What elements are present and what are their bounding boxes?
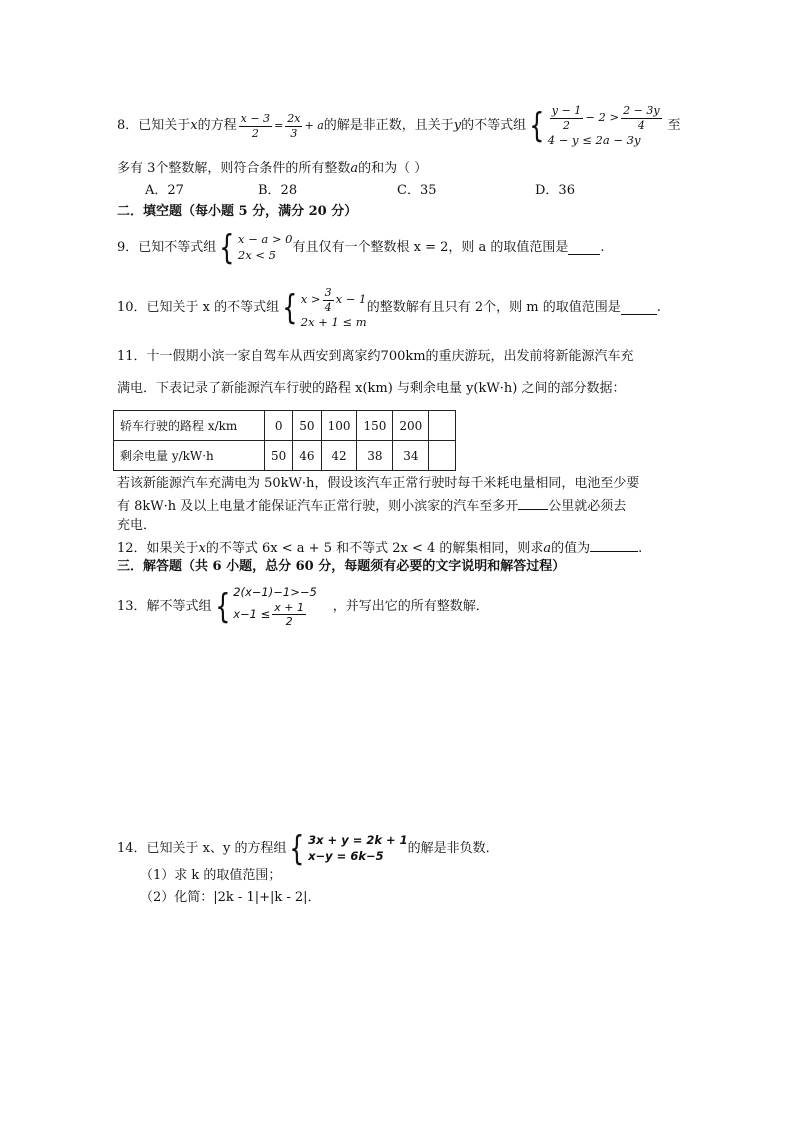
q8-option-c: C．35 bbox=[397, 183, 437, 198]
q14-equation-system: { 3x + y = 2k + 1 x−y = 6k−5 bbox=[289, 829, 408, 869]
q11-data-table bbox=[113, 410, 456, 471]
q8-equation-frac1: $\frac{x - 3}{2}$ bbox=[240, 111, 271, 140]
left-brace-icon: { bbox=[214, 587, 230, 627]
q10-answer-blank[interactable] bbox=[621, 302, 657, 315]
q8-option-b: B．28 bbox=[258, 183, 298, 198]
q8-equation-frac2: $\frac{2x}{3}$ bbox=[287, 111, 301, 140]
q8-var-y: y bbox=[453, 118, 462, 134]
q11-answer-blank[interactable] bbox=[518, 497, 548, 510]
table-header-cell: 剩余电量 y/kW·h bbox=[114, 441, 265, 471]
q8-text-b: 的方程 bbox=[197, 118, 237, 134]
table-cell-empty bbox=[429, 411, 456, 441]
table-cell-empty bbox=[429, 441, 456, 471]
q14-subquestion-2: （2）化简：|2k - 1|+|k - 2|． bbox=[140, 890, 321, 905]
section-3-heading: 三．解答题（共 6 小题，总分 60 分，每题须有必要的文字说明和解答过程） bbox=[117, 559, 566, 574]
left-brace-icon: { bbox=[289, 829, 305, 869]
q11-line1: 11．十一假期小滨一家自驾车从西安到离家约700km的重庆游玩，出发前将新能源汽车充 bbox=[117, 349, 634, 364]
q12-answer-blank[interactable] bbox=[590, 539, 638, 552]
q8-text-end: 至 bbox=[667, 118, 681, 134]
q8-var-x: x bbox=[190, 118, 198, 134]
left-brace-icon: { bbox=[529, 106, 545, 146]
q8-equation-eq: = bbox=[274, 119, 284, 133]
q14-subquestion-1: （1）求 k 的取值范围； bbox=[140, 868, 282, 883]
left-brace-icon: { bbox=[282, 288, 298, 328]
q11-line4: 有 8kW·h 及以上电量才能保证汽车正常行驶，则小滨家的汽车至多开 公里就必须去 bbox=[117, 499, 627, 514]
table-cell: 46 bbox=[293, 441, 321, 471]
q9-inequality-system: { x − a > 0 2x < 5 bbox=[219, 228, 293, 268]
table-cell: 50 bbox=[265, 441, 293, 471]
q8-text-a: 8．已知关于 bbox=[117, 118, 191, 134]
q12-line: 12．如果关于x的不等式 6x < a + 5 和不等式 2x < 4 的解集相同，则求a的值为 . bbox=[117, 541, 643, 556]
q8-line2: 多有 3个整数解，则符合条件的所有整数a的和为（ ） bbox=[117, 161, 428, 176]
table-header-cell: 轿车行驶的路程 x/km bbox=[114, 411, 265, 441]
section-2-heading: 二．填空题（每小题 5 分，满分 20 分） bbox=[117, 204, 358, 219]
q8-equation-tail: + a bbox=[304, 119, 324, 133]
q11-line2: 满电．下表记录了新能源汽车行驶的路程 x(km) 与剩余电量 y(kW·h) 之间的部分数据： bbox=[117, 381, 626, 396]
table-cell: 50 bbox=[293, 411, 321, 441]
q8-text-d: 的不等式组 bbox=[461, 118, 527, 134]
table-cell: 42 bbox=[321, 441, 357, 471]
q10-inequality-system: { x > $\frac{3}{4}$ x − 1 2x + 1 ≤ m bbox=[282, 286, 367, 329]
table-cell: 200 bbox=[393, 411, 429, 441]
q13-inequality-system: { 2(x−1)−1>−5 x−1 ≤ $\frac{x + 1}{2}$ bbox=[214, 585, 317, 629]
left-brace-icon: { bbox=[219, 228, 235, 268]
q10-line: 10．已知关于 x 的不等式组 { x > $\frac{3}{4}$ x − 1 2x + 1 ≤ m 的整数解有且只有 2个，则 m 的取值范围是 . bbox=[117, 286, 661, 329]
table-cell: 150 bbox=[357, 411, 393, 441]
q8-text-c: 的解是非正数，且关于 bbox=[323, 118, 454, 134]
q8-option-d: D．36 bbox=[535, 183, 575, 198]
table-cell: 38 bbox=[357, 441, 393, 471]
table-row bbox=[114, 441, 456, 471]
q11-line3: 若该新能源汽车充满电为 50kW·h，假设该汽车正常行驶时每千米耗电量相同，电池至少要 bbox=[117, 476, 640, 491]
q8-inequality-system: { $\frac{y - 1}{2}$ − 2 > $\frac{2 - 3y}{4}$ 4 − y ≤ 2a − 3y bbox=[529, 104, 660, 147]
q9-line: 9．已知不等式组 { x − a > 0 2x < 5 有且仅有一个整数根 x = 2，则 a 的取值范围是 . bbox=[117, 228, 605, 268]
q9-answer-blank[interactable] bbox=[568, 242, 600, 255]
q8-line1 bbox=[117, 104, 681, 148]
table-row bbox=[114, 411, 456, 441]
q8-option-a: A．27 bbox=[145, 183, 184, 198]
q13-line: 13．解不等式组 { 2(x−1)−1>−5 x−1 ≤ $\frac{x + 1}{2}$ ，并写出它的所有整数解． bbox=[117, 585, 489, 629]
table-cell: 0 bbox=[265, 411, 293, 441]
table-cell: 100 bbox=[321, 411, 357, 441]
q14-line: 14．已知关于 x、y 的方程组 { 3x + y = 2k + 1 x−y = 6k−5 的解是非负数． bbox=[117, 829, 499, 869]
q11-line5: 充电． bbox=[117, 518, 157, 533]
table-cell: 34 bbox=[393, 441, 429, 471]
